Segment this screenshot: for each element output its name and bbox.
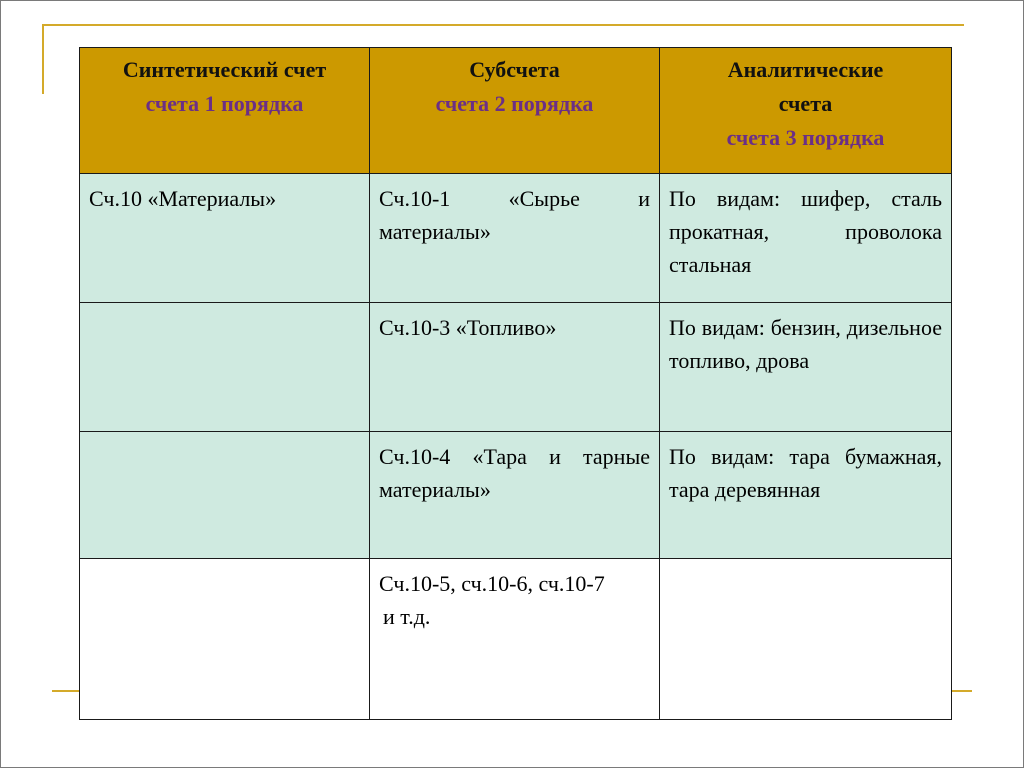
header-synthetic-subtitle: счета 1 порядка: [145, 91, 304, 116]
decorative-left-line: [42, 24, 44, 94]
header-analytic-title-line2: счета: [778, 91, 833, 116]
analytic-cell: По видам: тара бумажная, тара деревянная: [660, 432, 952, 559]
header-analytic-subtitle: счета 3 порядка: [726, 125, 885, 150]
analytic-cell: [660, 559, 952, 720]
table-row: [80, 432, 952, 559]
synthetic-cell: [80, 432, 370, 559]
header-subaccounts: [370, 48, 660, 174]
header-analytic-accounts: [660, 48, 952, 174]
synthetic-cell: [80, 559, 370, 720]
subaccount-cell: Сч.10-3 «Топливо»: [370, 303, 660, 432]
subaccount-etc: и т.д.: [383, 604, 431, 629]
subaccount-cell: Сч.10-4 «Тара и тарные материалы»: [370, 432, 660, 559]
synthetic-cell: Сч.10 «Материалы»: [80, 174, 370, 303]
table-header-row: [80, 48, 952, 174]
decorative-bottom-left-line: [52, 690, 82, 692]
analytic-cell: По видам: бензин, дизельное топливо, дрова: [660, 303, 952, 432]
synthetic-cell: [80, 303, 370, 432]
decorative-top-line: [42, 24, 964, 26]
header-synthetic-title: Синтетический счет: [122, 57, 327, 82]
table-row: [80, 303, 952, 432]
analytic-cell: По видам: шифер, сталь прокатная, проволока стальная: [660, 174, 952, 303]
accounts-table: [79, 47, 952, 720]
header-analytic-title-line1: Аналитические: [727, 57, 884, 82]
subaccount-cell: Сч.10-1 «Сырье и материалы»: [370, 174, 660, 303]
subaccount-cell: [370, 559, 660, 720]
header-synthetic-account: [80, 48, 370, 174]
header-subaccounts-title: Субсчета: [469, 57, 560, 82]
header-subaccounts-subtitle: счета 2 порядка: [435, 91, 594, 116]
table-row: [80, 559, 952, 720]
table-row: [80, 174, 952, 303]
subaccount-line: Сч.10-5, сч.10-6, сч.10-7: [379, 571, 605, 596]
